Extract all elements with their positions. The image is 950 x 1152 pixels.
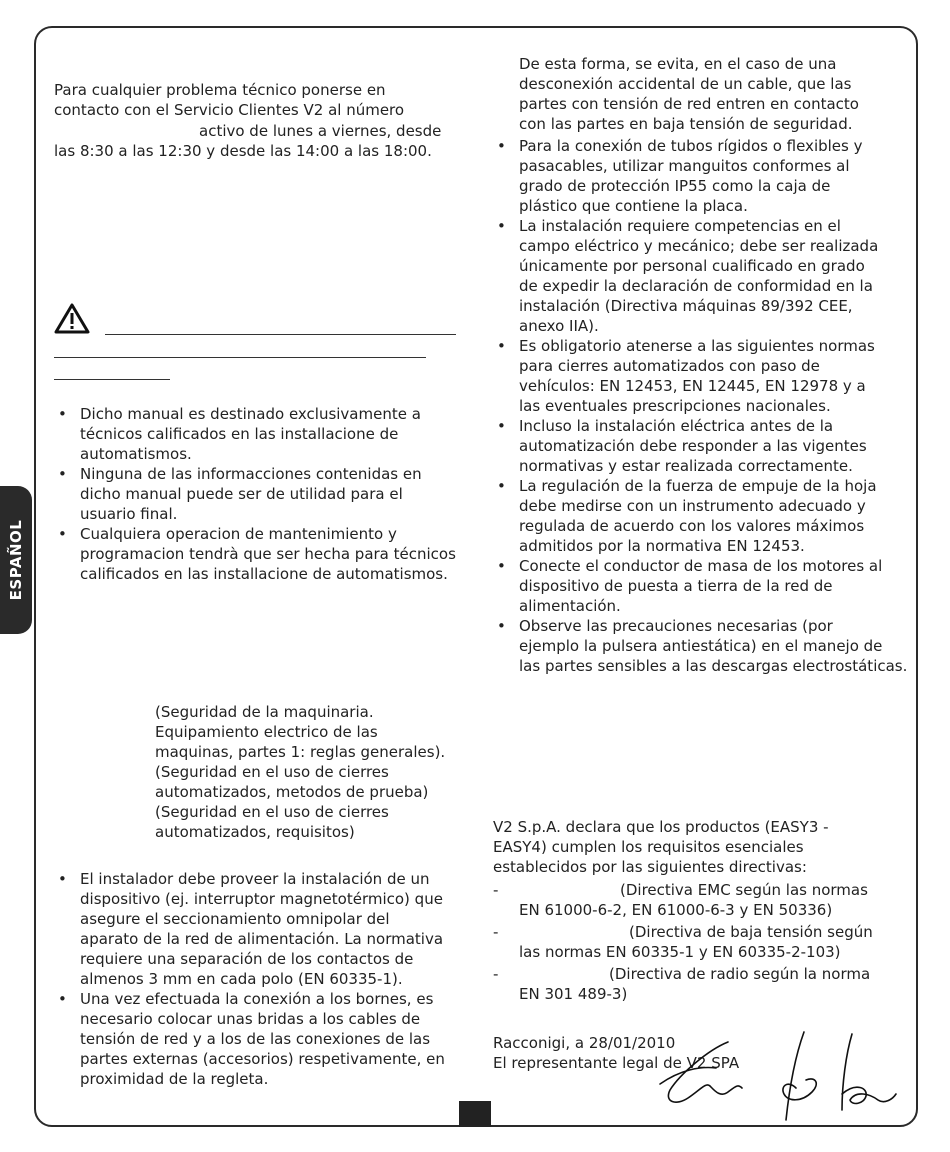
list-item: • Una vez efectuada la conexión a los bornes, es necesario colocar unas bridas a los cables de tensión de red y a los de las conexiones de las partes externas (accesorios) respetivamente, en proximidad de la regleta. <box>54 989 464 1089</box>
list-item: • Cualquiera operacion de mantenimiento y programacion tendrà que ser hecha para técnicos calificados en las installacione de automatismos. <box>54 524 464 584</box>
warning-icon <box>54 302 90 334</box>
requirements-bullet-list <box>493 136 913 676</box>
list-item: • Dicho manual es destinado exclusivamente a técnicos calificados en las installacione de automatismos. <box>54 404 464 464</box>
install-bullet-list <box>54 869 464 1089</box>
support-text-line-4: las 8:30 a las 12:30 y desde las 14:00 a las 18:00. <box>54 142 432 160</box>
heading-rule-3 <box>54 379 170 380</box>
page-number-box <box>459 1101 491 1127</box>
list-item: • El instalador debe proveer la instalación de un dispositivo (ej. interruptor magnetotérmico) que asegure el seccionamiento omnipolar del aparato de la red de alimentación. La normativa requiere una separación de los contactos de almenos 3 mm en cada polo (EN 60335-1). <box>54 869 464 989</box>
declaration-text: V2 S.p.A. declara que los productos (EASY3 - EASY4) cumplen los requisitos esenciales establecidos por las siguientes directivas: <box>493 818 829 876</box>
right-intro: De esta forma, se evita, en el caso de una desconexión accidental de un cable, que las partes con tensión de red entren en contacto con las partes en baja tensión de seguridad. <box>519 55 859 133</box>
support-text-line-1: Para cualquier problema técnico ponerse en <box>54 81 386 99</box>
norms-block: (Seguridad de la maquinaria. Equipamiento electrico de las maquinas, partes 1: reglas generales). (Seguridad en el uso de cierres automatizados, metodos de prueba) (Seguridad en el uso de cierres automatizados, requisitos) <box>155 703 446 841</box>
support-text-line-3: activo de lunes a viernes, desde <box>199 122 442 140</box>
heading-rule-2 <box>54 357 426 358</box>
manual-bullet-list <box>54 404 464 584</box>
place-date: Racconigi, a 28/01/2010 <box>493 1034 676 1052</box>
signature-image <box>620 1024 900 1124</box>
list-item: • Incluso la instalación eléctrica antes de la automatización debe responder a las vigentes normativas y estar realizada correctamente. <box>493 416 913 476</box>
list-item: • Observe las precauciones necesarias (por ejemplo la pulsera antiestática) en el manejo de las partes sensibles a las descargas electrostáticas. <box>493 616 913 676</box>
list-item: • La regulación de la fuerza de empuje de la hoja debe medirse con un instrumento adecuado y regulada de acuerdo con los valores máximos admitidos por la normativa EN 12453. <box>493 476 913 556</box>
list-item: • Para la conexión de tubos rígidos o flexibles y pasacables, utilizar manguitos conformes al grado de protección IP55 como la caja de plástico que contiene la placa. <box>493 136 913 216</box>
support-text-line-2: contacto con el Servicio Clientes V2 al número <box>54 101 405 119</box>
list-item: • La instalación requiere competencias en el campo eléctrico y mecánico; debe ser realizada únicamente por personal cualificado en grado de expedir la declaración de conformidad en la instalación (Directiva máquinas 89/392 CEE, anexo IIA). <box>493 216 913 336</box>
language-tab <box>0 486 32 634</box>
language-tab-label: ESPAÑOL <box>7 519 25 601</box>
list-item: • Conecte el conductor de masa de los motores al dispositivo de puesta a tierra de la red de alimentación. <box>493 556 913 616</box>
list-item: • Ninguna de las informacciones contenidas en dicho manual puede ser de utilidad para el usuario final. <box>54 464 464 524</box>
list-item: • Es obligatorio atenerse a las siguientes normas para cierres automatizados con paso de vehículos: EN 12453, EN 12445, EN 12978 y a las eventuales prescripciones nacionales. <box>493 336 913 416</box>
legal-representative: El representante legal de V2 SPA <box>493 1054 740 1072</box>
heading-rule-1 <box>105 334 456 335</box>
